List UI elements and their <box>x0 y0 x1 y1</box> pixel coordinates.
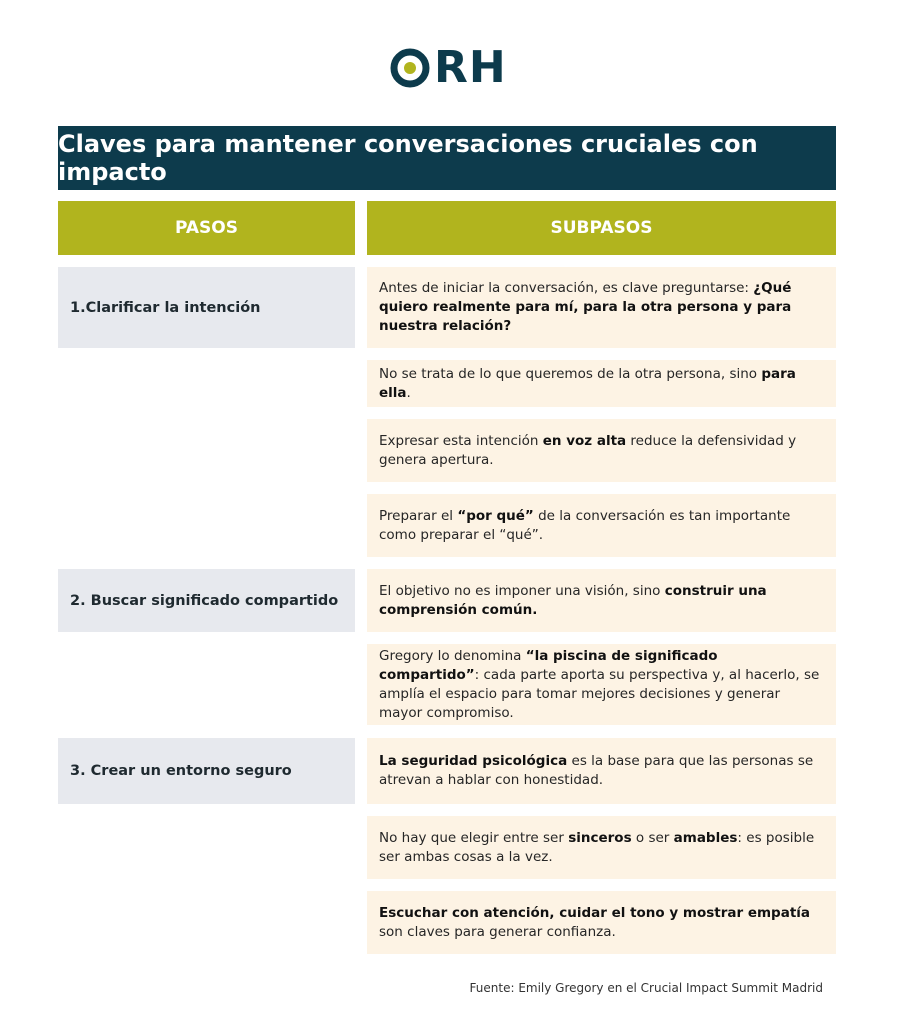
step-2: 2. Buscar significado compartido <box>58 569 355 632</box>
substep-plain-text: : cada parte aporta su perspectiva y, al hacerlo, se amplía el espacio para tomar mejores decisiones y generar mayor compromiso. <box>379 666 820 721</box>
substep-bold-text: ¿Qué quiero realmente para mí, para la otra persona y para nuestra relación? <box>379 280 792 334</box>
substep-bold-text: para ella <box>379 365 796 401</box>
substep-bold-text: Escuchar con atención, cuidar el tono y mostrar empatía <box>379 904 811 921</box>
substep-text <box>379 752 822 790</box>
substep-cell <box>367 569 836 632</box>
substep-plain-text: : es posible ser ambas cosas a la vez. <box>379 829 815 865</box>
substep-bold-text: “por qué” <box>457 507 534 524</box>
header-pasos: PASOS <box>58 201 355 255</box>
substep-text <box>379 904 822 942</box>
substep-plain-text: Gregory lo denomina <box>379 647 526 664</box>
substep-bold-text: amables <box>673 829 738 846</box>
step-3: 3. Crear un entorno seguro <box>58 738 355 804</box>
substep-cell <box>367 644 836 725</box>
logo-ring-icon <box>390 48 430 88</box>
substep-plain-text: No se trata de lo que queremos de la otra persona, sino <box>379 365 762 382</box>
substep-plain-text: Preparar el <box>379 507 458 524</box>
substep-cell <box>367 891 836 954</box>
step-1: 1.Clarificar la intención <box>58 267 355 348</box>
header-subpasos: SUBPASOS <box>367 201 836 255</box>
substep-plain-text: son claves para generar confianza. <box>379 923 616 940</box>
orh-logo <box>390 44 510 92</box>
substep-plain-text: No hay que elegir entre ser <box>379 829 569 846</box>
substep-text <box>379 279 822 336</box>
substep-cell <box>367 360 836 407</box>
source-note: Fuente: Emily Gregory en el Crucial Impact Summit Madrid <box>469 981 823 995</box>
substep-cell <box>367 816 836 879</box>
substep-bold-text: “la piscina de significado compartido” <box>379 647 718 683</box>
substep-cell <box>367 419 836 482</box>
logo-text: RH <box>434 42 507 93</box>
substep-text <box>379 582 822 620</box>
substep-bold-text: La seguridad psicológica <box>379 753 568 769</box>
substep-text <box>379 829 822 867</box>
substep-plain-text: o ser <box>631 829 674 846</box>
substep-text <box>379 365 822 403</box>
substep-cell <box>367 494 836 557</box>
substep-plain-text: . <box>406 384 411 401</box>
substep-bold-text: en voz alta <box>542 432 627 449</box>
substep-text <box>379 432 822 470</box>
substep-text <box>379 647 822 723</box>
page-title: Claves para mantener conversaciones cruciales con impacto <box>58 126 836 190</box>
substep-cell <box>367 738 836 804</box>
substep-bold-text: construir una comprensión común. <box>379 582 767 618</box>
substep-plain-text: reduce la defensividad y genera apertura. <box>379 432 797 468</box>
substep-plain-text: Antes de iniciar la conversación, es clave preguntarse: <box>379 280 754 296</box>
substep-bold-text: sinceros <box>568 829 632 846</box>
substep-text <box>379 507 822 545</box>
substep-cell <box>367 267 836 348</box>
substep-plain-text: es la base para que las personas se atrevan a hablar con honestidad. <box>379 753 814 788</box>
substep-plain-text: de la conversación es tan importante como preparar el “qué”. <box>379 507 791 543</box>
substep-plain-text: Expresar esta intención <box>379 432 543 449</box>
substep-plain-text: El objetivo no es imponer una visión, sino <box>379 582 665 599</box>
